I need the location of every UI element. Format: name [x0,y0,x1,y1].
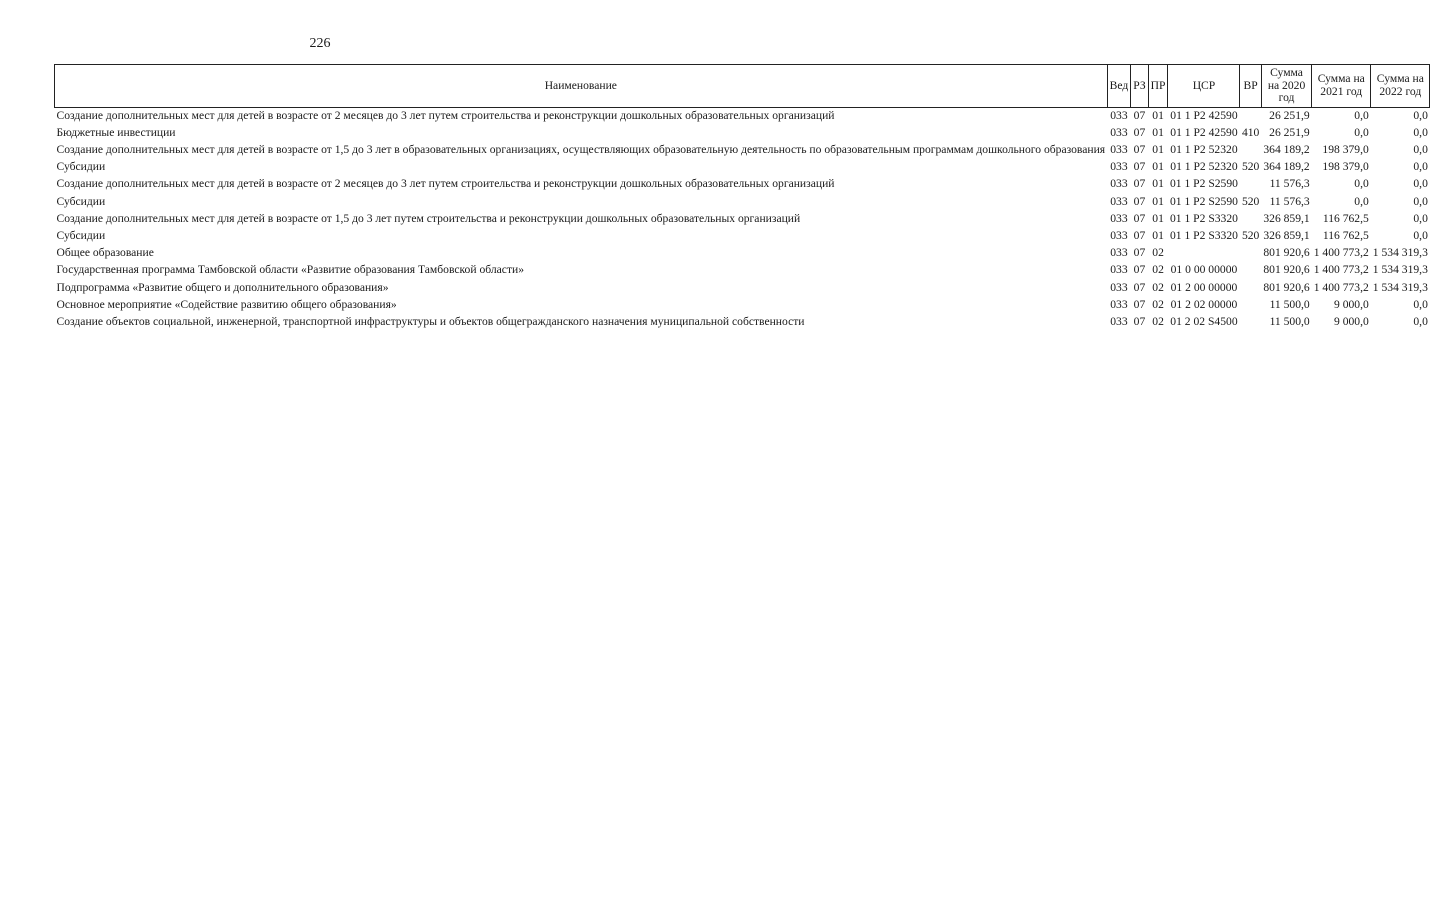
cell-sum-2021: 1 400 773,2 [1313,246,1369,260]
cell-sum-2021: 9 000,0 [1334,314,1369,328]
cell-rz: 07 [1133,194,1146,208]
cell-sum-2021: 0,0 [1354,194,1369,208]
cell-sum-2020: 11 576,3 [1269,194,1310,208]
table-row [55,245,1430,262]
cell-pr: 01 [1152,108,1164,122]
header-pr: ПР [1148,65,1168,108]
cell-sum-2021: 0,0 [1354,177,1369,191]
table-row [55,228,1430,245]
cell-vr [1240,314,1261,331]
cell-csr: 01 1 P2 42590 [1170,125,1238,139]
cell-ved: 033 [1110,263,1128,277]
cell-vr [1240,142,1261,159]
cell-csr: 01 2 02 S4500 [1170,314,1238,328]
cell-csr: 01 2 00 00000 [1170,280,1238,294]
cell-vr [1240,107,1261,125]
cell-name: Создание дополнительных мест для детей в возрасте от 2 месяцев до 3 лет путем строительства и реконструкции дошкольных образовательных организаций [56,177,835,191]
cell-csr: 01 1 P2 42590 [1170,108,1238,122]
cell-pr: 02 [1152,297,1164,311]
table-row [55,159,1430,176]
cell-sum-2022: 0,0 [1413,108,1428,122]
cell-vr: 520 [1241,160,1260,174]
cell-vr: 520 [1241,228,1260,242]
cell-sum-2021: 0,0 [1354,108,1369,122]
cell-ved: 033 [1110,314,1128,328]
table-row [55,297,1430,314]
cell-sum-2022: 0,0 [1413,314,1428,328]
header-vr: ВР [1240,65,1261,108]
cell-pr: 01 [1152,194,1164,208]
cell-rz: 07 [1133,263,1146,277]
cell-sum-2022: 0,0 [1413,211,1428,225]
cell-name: Создание дополнительных мест для детей в возрасте от 1,5 до 3 лет в образовательных организациях, осуществляющих образовательную деятельность по образовательным программам дошкольного образования [56,142,1106,156]
cell-vr [1240,176,1261,193]
cell-ved: 033 [1110,280,1128,294]
cell-name: Общее образование [56,246,154,260]
cell-pr: 02 [1152,314,1164,328]
cell-rz: 07 [1133,297,1146,311]
header-ved: Вед [1107,65,1131,108]
cell-name: Государственная программа Тамбовской области «Развитие образования Тамбовской области» [56,263,525,277]
cell-rz: 07 [1133,314,1146,328]
table-row [55,280,1430,297]
cell-rz: 07 [1133,108,1146,122]
cell-pr: 01 [1152,160,1164,174]
cell-pr: 01 [1152,228,1164,242]
table-header-row [55,65,1430,108]
cell-sum-2020: 11 500,0 [1269,297,1310,311]
cell-ved: 033 [1110,108,1128,122]
page-number: 226 [309,36,331,51]
table-row [55,176,1430,193]
table-row [55,125,1430,142]
cell-name: Создание дополнительных мест для детей в возрасте от 1,5 до 3 лет путем строительства и реконструкции дошкольных образовательных организаций [56,211,801,225]
cell-sum-2021: 1 400 773,2 [1313,280,1369,294]
cell-vr [1240,211,1261,228]
cell-sum-2022: 1 534 319,3 [1372,280,1428,294]
table-row [55,142,1430,159]
cell-csr: 01 0 00 00000 [1170,263,1238,277]
cell-sum-2022: 1 534 319,3 [1372,246,1428,260]
table-row [55,194,1430,211]
cell-sum-2020: 26 251,9 [1269,108,1310,122]
cell-vr [1240,245,1261,262]
cell-sum-2020: 801 920,6 [1263,280,1310,294]
cell-sum-2021: 9 000,0 [1334,297,1369,311]
cell-sum-2022: 0,0 [1413,194,1428,208]
cell-ved: 033 [1110,228,1128,242]
cell-sum-2020: 364 189,2 [1263,160,1310,174]
cell-pr: 01 [1152,142,1164,156]
header-sum-2021: Сумма на 2021 год [1312,65,1371,108]
cell-rz: 07 [1133,177,1146,191]
cell-vr [1240,280,1261,297]
header-csr: ЦСР [1168,65,1240,108]
header-rz: РЗ [1131,65,1148,108]
cell-sum-2021: 0,0 [1354,125,1369,139]
cell-ved: 033 [1110,297,1128,311]
table-row [55,262,1430,279]
cell-sum-2021: 198 379,0 [1322,142,1369,156]
cell-sum-2022: 0,0 [1413,160,1428,174]
cell-csr: 01 1 P2 S3320 [1169,211,1238,225]
cell-sum-2021: 116 762,5 [1322,228,1369,242]
cell-sum-2022: 0,0 [1413,142,1428,156]
cell-pr: 02 [1152,280,1164,294]
cell-sum-2020: 326 859,1 [1263,228,1310,242]
cell-rz: 07 [1133,142,1146,156]
cell-rz: 07 [1133,228,1146,242]
cell-pr: 02 [1152,246,1164,260]
cell-sum-2021: 198 379,0 [1322,160,1369,174]
cell-name: Подпрограмма «Развитие общего и дополнительного образования» [56,280,389,294]
cell-rz: 07 [1133,125,1146,139]
cell-name: Субсидии [56,228,106,242]
cell-ved: 033 [1110,246,1128,260]
table-row [55,314,1430,331]
cell-vr [1240,262,1261,279]
cell-rz: 07 [1133,211,1146,225]
cell-sum-2020: 364 189,2 [1263,142,1310,156]
cell-name: Основное мероприятие «Содействие развитию общего образования» [56,297,397,311]
cell-sum-2021: 1 400 773,2 [1313,263,1369,277]
cell-rz: 07 [1133,246,1146,260]
table-row [55,107,1430,125]
cell-ved: 033 [1110,211,1128,225]
cell-csr: 01 1 P2 S2590 [1169,177,1238,191]
cell-pr: 01 [1152,177,1164,191]
header-sum-2020: Сумма на 2020 год [1261,65,1311,108]
cell-sum-2022: 0,0 [1413,297,1428,311]
cell-csr [1168,245,1240,262]
cell-name: Субсидии [56,160,106,174]
cell-vr: 410 [1241,125,1260,139]
cell-csr: 01 2 02 00000 [1170,297,1238,311]
cell-csr: 01 1 P2 52320 [1170,160,1238,174]
cell-csr: 01 1 P2 S2590 [1169,194,1238,208]
cell-rz: 07 [1133,160,1146,174]
cell-rz: 07 [1133,280,1146,294]
cell-pr: 01 [1152,211,1164,225]
cell-sum-2020: 26 251,9 [1269,125,1310,139]
cell-sum-2020: 801 920,6 [1263,246,1310,260]
cell-name: Создание объектов социальной, инженерной, транспортной инфраструктуры и объектов общегражданского назначения муниципальной собственности [56,314,805,328]
cell-pr: 01 [1152,125,1164,139]
cell-ved: 033 [1110,177,1128,191]
header-name: Наименование [55,65,1108,108]
cell-sum-2022: 0,0 [1413,177,1428,191]
cell-ved: 033 [1110,142,1128,156]
cell-ved: 033 [1110,160,1128,174]
cell-sum-2020: 801 920,6 [1263,263,1310,277]
cell-sum-2020: 11 500,0 [1269,314,1310,328]
cell-name: Субсидии [56,194,106,208]
cell-sum-2021: 116 762,5 [1322,211,1369,225]
cell-vr [1240,297,1261,314]
cell-csr: 01 1 P2 52320 [1170,142,1238,156]
cell-sum-2020: 326 859,1 [1263,211,1310,225]
header-sum-2022: Сумма на 2022 год [1371,65,1430,108]
cell-ved: 033 [1110,194,1128,208]
cell-vr: 520 [1241,194,1260,208]
cell-csr: 01 1 P2 S3320 [1169,228,1238,242]
budget-table [54,64,1430,331]
cell-name: Создание дополнительных мест для детей в возрасте от 2 месяцев до 3 лет путем строительства и реконструкции дошкольных образовательных организаций [56,108,835,122]
cell-pr: 02 [1152,263,1164,277]
cell-ved: 033 [1110,125,1128,139]
cell-sum-2022: 0,0 [1413,125,1428,139]
cell-sum-2022: 1 534 319,3 [1372,263,1428,277]
table-body [55,107,1430,331]
table-row [55,211,1430,228]
cell-sum-2020: 11 576,3 [1269,177,1310,191]
cell-sum-2022: 0,0 [1413,228,1428,242]
cell-name: Бюджетные инвестиции [56,125,176,139]
